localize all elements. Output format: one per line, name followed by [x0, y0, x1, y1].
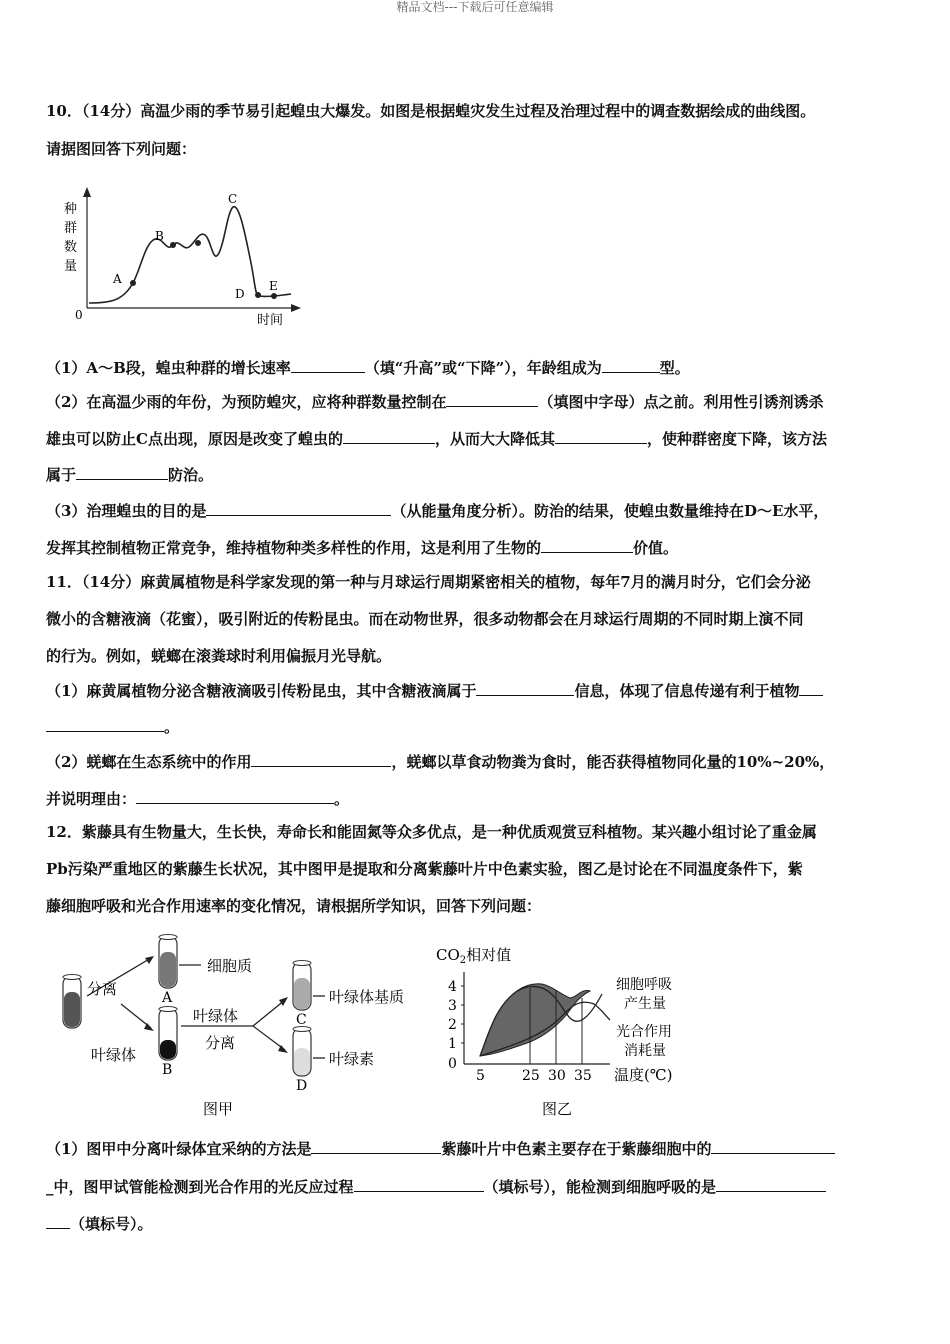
q10-p1-text-a: （1）A～B段，蝗虫种群的增长速率: [46, 359, 291, 377]
q10-part3-line2: [46, 537, 678, 558]
answer-blank[interactable]: [291, 357, 365, 373]
q12-stem-line1: 12．紫藤具有生物量大，生长快，寿命长和能固氮等众多优点，是一种优质观赏豆科植物。某兴趣小组讨论了重金属: [46, 823, 817, 841]
q10-stem-line2: 请据图回答下列问题：: [46, 140, 197, 158]
graph-origin: 0: [75, 308, 83, 322]
q10-p6-text-a: 发挥其控制植物正常竞争，维持植物种类多样性的作用，这是利用了生物的: [46, 539, 542, 557]
graph-ylabel-4: 量: [64, 259, 78, 274]
label-resp-1: 细胞呼吸: [616, 977, 672, 993]
figure-yi: [432, 938, 712, 1118]
test-tube-b: [159, 1007, 177, 1061]
graph-point-e: E: [269, 279, 278, 293]
q10-p1-text-b: （填“升高”或“下降”），年龄组成为: [364, 359, 602, 377]
test-tube-start: [63, 975, 81, 1029]
q10-population-graph: [55, 183, 315, 333]
ylabel-co2-sub: 2: [459, 955, 467, 966]
q10-p3-text-a: 雄虫可以防止C点出现，原因是改变了蝗虫的: [46, 430, 343, 448]
q12-p1-text-b: 紫藤叶片中色素主要存在于紫藤细胞中的: [441, 1140, 712, 1158]
q10-p2-text-b: （填图中字母）点之前。利用性引诱剂诱杀: [538, 393, 824, 411]
graph-point-d: D: [235, 287, 245, 301]
q11-p1-text-c: 。: [164, 718, 180, 736]
q10-p1-text-c: 型。: [659, 359, 690, 377]
q12-p2-text-b: （填标号），能检测到细胞呼吸的是: [483, 1178, 717, 1196]
q10-p4-text-a: 属于: [46, 466, 77, 484]
label-photo-1: 光合作用: [616, 1024, 672, 1040]
xtick-5: 5: [476, 1068, 485, 1084]
q10-p5-text-a: （3）治理蝗虫的目的是: [46, 502, 207, 520]
answer-blank[interactable]: [206, 500, 391, 516]
q12-part1-line2: [46, 1176, 826, 1197]
ytick-0: 0: [448, 1056, 457, 1072]
q12-stem-line3: 藤细胞呼吸和光合作用速率的变化情况，请根据所学知识，回答下列问题：: [46, 897, 542, 915]
answer-blank[interactable]: [136, 788, 334, 804]
q11-part1-line1: [46, 680, 823, 701]
q12-part1-line3: [46, 1213, 153, 1234]
q11-p2-text-b: ，蜣螂以草食动物粪为食时，能否获得植物同化量的10%~20%，: [391, 753, 835, 771]
answer-blank[interactable]: [541, 537, 633, 553]
ytick-1: 1: [448, 1036, 457, 1052]
label-chlorophyll: 叶绿素: [329, 1050, 375, 1068]
answer-blank[interactable]: [799, 680, 823, 696]
q10-stem-line1: 10．（14分）高温少雨的季节易引起蝗虫大爆发。如图是根据蝗灾发生过程及治理过程中的调查数据绘成的曲线图。: [46, 102, 816, 120]
label-tube-a: A: [162, 990, 173, 1006]
answer-blank[interactable]: [46, 1213, 70, 1229]
q12-part1-line1: [46, 1138, 835, 1159]
q11-stem-line2: 微小的含糖液滴（花蜜），吸引附近的传粉昆虫。而在动物世界，很多动物都会在月球运行周期的不同时期上演不同: [46, 610, 804, 628]
q11-p2-text-a: （2）蜣螂在生态系统中的作用: [46, 753, 252, 771]
ylabel-co2-text: CO: [436, 946, 460, 964]
test-tube-c: [293, 961, 311, 1011]
q11-stem-line1: 11．（14分）麻黄属植物是科学家发现的第一种与月球运行周期紧密相关的植物，每年7月的满月时分，它们会分泌: [46, 573, 811, 591]
graph-point-a: A: [113, 272, 122, 286]
label-tube-d: D: [296, 1078, 308, 1094]
label-cytoplasm: 细胞质: [207, 957, 253, 975]
answer-blank[interactable]: [716, 1176, 826, 1192]
label-tube-b: B: [162, 1062, 173, 1078]
answer-blank[interactable]: [251, 751, 391, 767]
label-chloroplast: 叶绿体: [91, 1046, 137, 1064]
figure-jia: [55, 930, 435, 1120]
q11-part2-line1: [46, 751, 834, 772]
q10-part1: [46, 357, 690, 378]
q10-p6-text-b: 价值。: [633, 539, 679, 557]
graph-point-c: C: [228, 192, 238, 206]
q10-part2-line3: [46, 464, 213, 485]
q10-p3-text-b: ，从而大大降低其: [434, 430, 555, 448]
q11-p3-text-b: 。: [334, 790, 350, 808]
q11-p3-text-a: 并说明理由：: [46, 790, 137, 808]
answer-blank[interactable]: [46, 716, 164, 732]
q10-p3-text-c: ，使种群密度下降，该方法: [646, 430, 827, 448]
q10-p5-text-b: （从能量角度分析）。防治的结果，使蝗虫数量维持在D～E水平，: [391, 502, 829, 520]
q10-part2-line2: [46, 428, 827, 449]
label-tube-c: C: [296, 1012, 307, 1028]
q11-p1-text-a: （1）麻黄属植物分泌含糖液滴吸引传粉昆虫，其中含糖液滴属于: [46, 682, 477, 700]
q10-p4-text-b: 防治。: [168, 466, 214, 484]
answer-blank[interactable]: [354, 1176, 484, 1192]
q10-p2-text-a: （2）在高温少雨的年份，为预防蝗灾，应将种群数量控制在: [46, 393, 447, 411]
q11-stem-line3: 的行为。例如，蜣螂在滚粪球时利用偏振月光导航。: [46, 647, 392, 665]
xtick-35: 35: [574, 1068, 592, 1084]
xtick-30: 30: [548, 1068, 566, 1084]
answer-blank[interactable]: [343, 428, 435, 444]
xlabel-temp: 温度(℃): [614, 1066, 673, 1084]
answer-blank[interactable]: [711, 1138, 835, 1154]
q12-stem-line2: Pb污染严重地区的紫藤生长状况，其中图甲是提取和分离紫藤叶片中色素实验，图乙是讨论在不同温度条件下，紫: [46, 860, 803, 878]
graph-ylabel-1: 种: [64, 202, 78, 217]
graph-ylabel-2: 群: [64, 221, 78, 236]
page-header: 精品文档---下载后可任意编辑: [396, 0, 554, 14]
label-chloroplast-sep-1: 叶绿体: [193, 1007, 239, 1025]
answer-blank[interactable]: [76, 464, 168, 480]
test-tube-d: [293, 1027, 311, 1077]
graph-point-b: B: [155, 229, 164, 243]
q11-part2-line2: [46, 788, 349, 809]
xtick-25: 25: [522, 1068, 540, 1084]
q12-p1-text-a: （1）图甲中分离叶绿体宜采纳的方法是: [46, 1140, 312, 1158]
answer-blank[interactable]: [446, 391, 538, 407]
label-stroma: 叶绿体基质: [329, 988, 405, 1006]
answer-blank[interactable]: [555, 428, 647, 444]
ytick-2: 2: [448, 1017, 457, 1033]
q11-part1-line2: [46, 716, 179, 737]
caption-yi: 图乙: [542, 1100, 573, 1118]
label-sep: 分离: [87, 980, 118, 998]
caption-jia: 图甲: [203, 1100, 234, 1118]
label-resp-2: 产生量: [624, 996, 666, 1012]
ytick-4: 4: [448, 979, 457, 995]
ylabel-co2: [436, 946, 511, 966]
q10-part3-line1: [46, 500, 828, 521]
answer-blank[interactable]: [602, 357, 660, 373]
ylabel-rest: 相对值: [466, 946, 512, 964]
label-chloroplast-sep-2: 分离: [205, 1034, 236, 1052]
q12-p2-text-a: _中，图甲试管能检测到光合作用的光反应过程: [46, 1178, 354, 1196]
test-tube-a: [159, 935, 177, 989]
q12-p3-text-b: （填标号）。: [70, 1215, 153, 1233]
answer-blank[interactable]: [311, 1138, 441, 1154]
graph-ylabel-3: 数: [64, 240, 78, 255]
q10-part2-line1: [46, 391, 823, 412]
answer-blank[interactable]: [476, 680, 574, 696]
q11-p1-text-b: 信息，体现了信息传递有利于植物: [574, 682, 800, 700]
label-photo-2: 消耗量: [624, 1043, 666, 1059]
graph-xlabel: 时间: [257, 313, 284, 328]
ytick-3: 3: [448, 998, 457, 1014]
